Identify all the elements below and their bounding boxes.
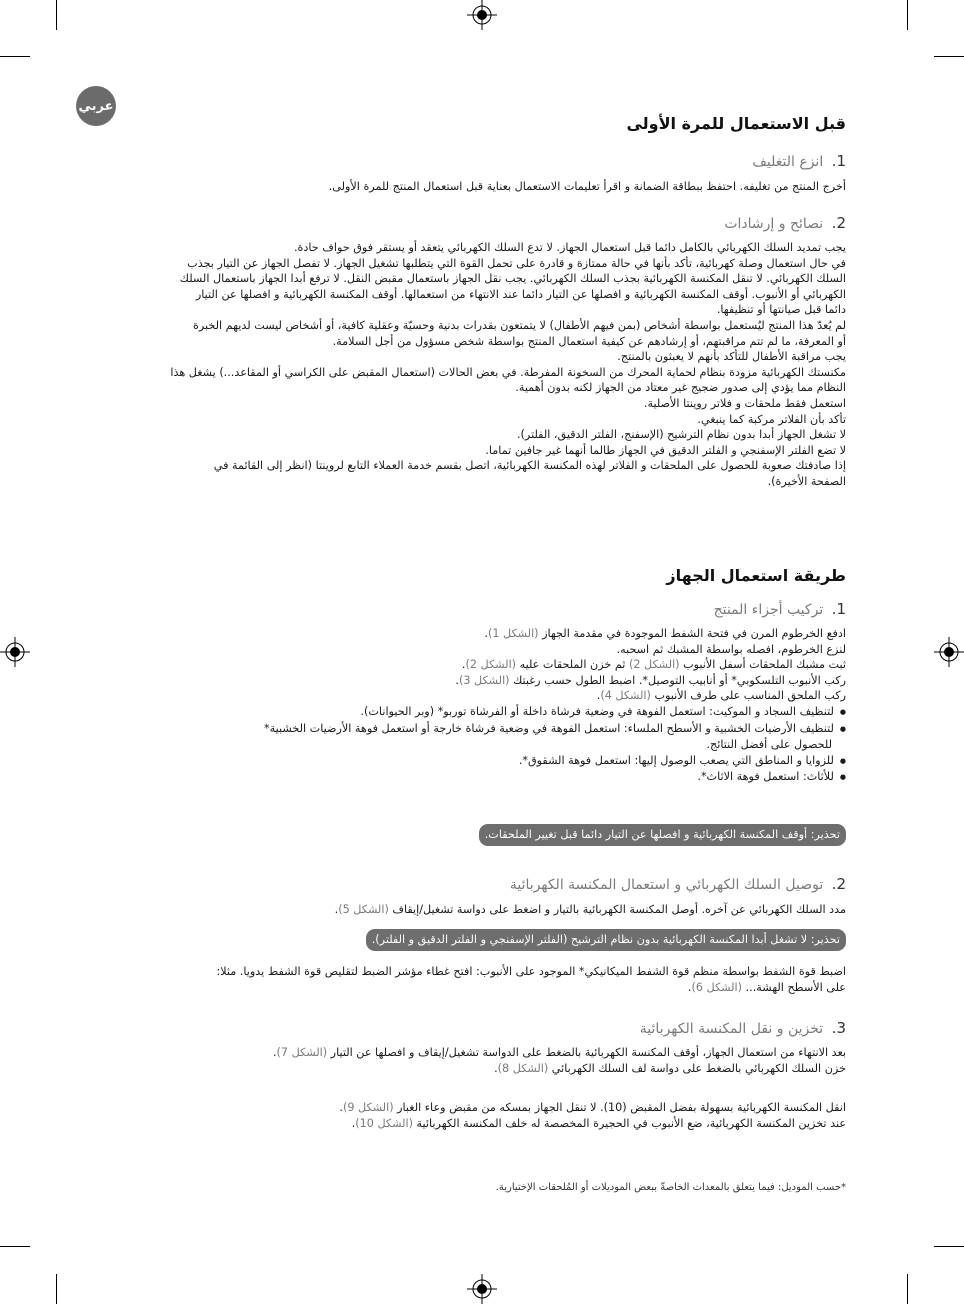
text-line: أخرج المنتج من تغليفه. احتفظ ببطاقة الضمانة و اقرأ تعليمات الاستعمال بعناية قبل استعمال المنتج للمرة الأولى. — [328, 180, 846, 193]
line-end: . — [461, 658, 466, 672]
subsection-number: 1. — [831, 600, 846, 618]
line-text: ركب الملحق المناسب على طرف الأنبوب — [650, 689, 846, 703]
text-line — [100, 1061, 846, 1077]
figure-reference: (الشكل 5) — [338, 903, 389, 916]
text-line: في حال استعمال وصلة كهربائية، تأكد بأنها في حالة ممتازة و قادرة على تحمل القوة التي يتطلبها تشغيل الجهاز. لا تفصل الجهاز عن التيار بجذب — [187, 256, 846, 270]
subsection-number: 3. — [831, 1019, 846, 1037]
registration-mark-icon — [467, 0, 497, 30]
line-text: على الأسطح الهشة... — [742, 980, 846, 994]
subsection-title: توصيل السلك الكهربائي و استعمال المكنسة الكهربائية — [509, 877, 824, 893]
text-line — [100, 1116, 846, 1132]
text-line — [100, 642, 846, 658]
line-text: ركب الأنبوب التلسكوبي* أو أنابيب التوصيل*. اضبط الطول حسب رغبتك — [509, 673, 846, 687]
paragraph — [100, 1100, 846, 1131]
text-line: يجب تمديد السلك الكهربائي بالكامل دائما قبل استعمال الجهاز. لا تدع السلك الكهربائي يتعقد أو يستقر فوق حواف حادة. — [294, 241, 846, 254]
text-line — [100, 980, 846, 996]
text-line: للحصول على أفضل النتائج. — [706, 738, 832, 752]
line-end: . — [484, 627, 488, 640]
warning-banner: تحذير: أوقف المكنسة الكهربائية و افصلها عن التيار دائما قبل تغيير الملحقات. — [479, 824, 846, 846]
figure-reference: (الشكل 3) — [458, 673, 510, 687]
paragraph — [100, 626, 846, 786]
bullet-item: ● للأثاث: استعمل فوهة الاثاث*. — [100, 769, 846, 786]
text-line: مكنستك الكهربائية مزودة بنظام لحماية المحرك من السخونة المفرطة. في بعض الحالات (استعمال المقبض على الكراسي أو المقاعد...) يشغل هذا — [170, 365, 846, 379]
line-end: . — [687, 980, 692, 994]
subsection-title: تركيب أجزاء المنتج — [713, 602, 824, 618]
text-line: اضبط قوة الشفط بواسطة منظم قوة الشفط الميكانيكي* الموجود على الأنبوب: افتح غطاء مؤشر الضبط لتقليص قوة الشفط يدويا. مثلا: — [216, 965, 846, 978]
text-line: لا تضع الفلتر الإسفنجي و الفلتر الدقيق في الجهاز طالما أنهما غير جافين تماما. — [485, 443, 846, 457]
text-line: يجب مراقبة الأطفال للتأكد بأنهم لا يعبثون بالمنتج. — [617, 350, 846, 364]
section-title-how-to-use: طريقة استعمال الجهاز — [666, 566, 846, 585]
paragraph — [100, 902, 846, 918]
line-text: لنزع الخرطوم، افصله بواسطة المشبك ثم اسحبه. — [616, 642, 846, 656]
subsection-number: 2. — [831, 214, 846, 232]
registration-mark-icon — [467, 1274, 497, 1304]
subsection-title: تخزين و نقل المكنسة الكهربائية — [639, 1021, 824, 1037]
line-text: انقل المكنسة الكهربائية بسهولة بفضل المقبض (10). لا تنقل الجهاز بمسكه من مقبض وعاء الغبار — [393, 1101, 846, 1114]
figure-reference: (الشكل 8) — [497, 1061, 549, 1075]
line-end: . — [455, 673, 459, 687]
line-end: . — [351, 1116, 356, 1130]
footnote: *حسب الموديل: فيما يتعلق بالمعدات الخاصةّ ببعض الموديلات أو المُلحقات الإختيارية. — [495, 1182, 846, 1193]
line-text: ثبت مشبك الملحقات أسفل الأنبوب — [679, 658, 846, 672]
text-line: لم يُعدّ هذا المنتج ليُستعمل بواسطة أشخاص (بمن فيهم الأطفال) لا يتمتعون بقدرات بدنية وحسيّة وعقلية كافية، أو أشخاص ليست لديهم الخبرة — [192, 318, 846, 332]
figure-reference: (الشكل 6) — [691, 980, 743, 994]
text-line — [100, 673, 846, 689]
subsection-heading — [640, 1019, 846, 1037]
crop-mark — [934, 1246, 964, 1247]
text-line: الكهربائي أو الأنبوب. أوقف المكنسة الكهربائية و افصلها عن التيار دائما عند الانتهاء من استعمالها. أوقف المكنسة الكهربائية و افصلها عن التيار — [195, 287, 846, 301]
line-text: عند تخزين المكنسة الكهربائية، ضع الأنبوب في الحجيرة المخصصة له خلف المكنسة الكهربائية — [412, 1116, 846, 1130]
crop-mark — [907, 0, 908, 30]
paragraph — [100, 179, 846, 195]
crop-mark — [0, 56, 30, 57]
line-end: ثم خزن الملحقات عليه — [516, 658, 629, 672]
figure-reference: (الشكل 1) — [487, 627, 539, 640]
line-text: خزن السلك الكهربائي بالضغط على دواسة لف السلك الكهربائي — [548, 1061, 846, 1075]
paragraph — [100, 1045, 846, 1076]
text-line: لا تشغل الجهاز أبدا بدون نظام الترشيح (الإسفنج، الفلتر الدقيق، الفلتر). — [516, 428, 846, 442]
subsection-title: نصائح و إرشادات — [724, 216, 824, 232]
text-line — [100, 688, 846, 704]
subsection-title: انزع التغليف — [752, 154, 824, 170]
bullet-item: ● لتنظيف الأرضيات الخشبية و الأسطح الملساء: استعمل الفوهة في وضعية فرشاة خارجة أو استعمل فوهة الأرضيات الخشبية* — [100, 721, 846, 738]
figure-reference: (الشكل 7) — [276, 1046, 328, 1059]
line-end: . — [494, 1061, 498, 1075]
figure-reference: (الشكل 4) — [600, 689, 651, 703]
text-line — [100, 1100, 846, 1116]
text-line — [100, 657, 846, 673]
bullet-item: ● لتنظيف السجاد و الموكيت: استعمل الفوهة في وضعية فرشاة داخلة أو الفرشاة توربو* (وبر الحيوانات). — [100, 704, 846, 721]
text-line: أو المعرفة، ما لم تتم مراقبتهم، أو إرشادهم عن كيفية استعمال المنتج بواسطة شخص مسؤول من أجل السلامة. — [332, 334, 846, 348]
line-text: بعد الانتهاء من استعمال الجهاز، أوقف المكنسة الكهربائية بالضغط على الدواسة تشغيل/إيقاف و افصلها عن التيار — [327, 1046, 846, 1059]
crop-mark — [934, 56, 964, 57]
text-line: تأكد بأن الفلاتر مركبة كما ينبغي. — [697, 412, 846, 426]
subsection-heading — [714, 600, 846, 618]
text-line — [100, 902, 846, 918]
figure-reference: (الشكل 2) — [465, 658, 517, 672]
warning-banner: تحذير: لا تشغل أبدا المكنسة الكهربائية بدون نظام الترشيح (الفلتر الإسفنجي و الفلتر الدقيق و الفلتر). — [366, 929, 846, 951]
text-line: استعمل فقط ملحقات و فلاتر روينتا الأصلية. — [643, 396, 846, 410]
text-line — [100, 626, 846, 642]
registration-mark-icon — [0, 637, 30, 667]
bullet-item: ● للزوايا و المناطق التي يصعب الوصول إليها: استعمل فوهة الشقوق*. — [100, 753, 846, 770]
figure-reference: (الشكل 10) — [355, 1116, 413, 1130]
language-badge: عربي — [76, 86, 116, 126]
text-line: إذا صادفتك صعوبة للحصول على الملحقات و الفلاتر لهذه المكنسة الكهربائية، اتصل بقسم خدمة العملاء التابع لروينتا (انظر إلى القائمة في — [213, 459, 846, 473]
text-line — [100, 1045, 846, 1061]
line-end: . — [596, 689, 601, 703]
text-line: النظام مما يؤدي إلى صدور ضجيج غير معتاد من الجهاز لكنه بدون أهمية. — [515, 381, 846, 395]
text-line: الصفحة الأخيرة). — [767, 474, 846, 488]
line-text: مدد السلك الكهربائي عن آخره. أوصل المكنسة الكهربائية بالتيار و اضغط على دواسة تشغيل/إيقاف — [388, 903, 846, 916]
crop-mark — [907, 1274, 908, 1304]
text-line: السلك الكهربائي. لا تنقل المكنسة الكهربائية بجذب السلك الكهربائي. يجب نقل الجهاز باستعمال مقبض النقل. لا ترفع أبدا الجهاز باستعمال السلك — [179, 272, 846, 286]
crop-mark — [0, 1246, 30, 1247]
paragraph — [100, 964, 846, 995]
text-line: دائما قبل صيانتها أو تنظيفها. — [716, 303, 846, 317]
line-end: . — [334, 903, 339, 916]
registration-mark-icon — [934, 637, 964, 667]
paragraph — [100, 240, 846, 490]
figure-reference: (الشكل 2) — [628, 658, 680, 672]
line-end: . — [339, 1101, 343, 1114]
subsection-number: 1. — [831, 152, 846, 170]
figure-reference: (الشكل 9) — [342, 1101, 394, 1114]
subsection-heading — [724, 214, 846, 232]
line-text: ادفع الخرطوم المرن في فتحة الشفط الموجودة في مقدمة الجهاز — [538, 627, 846, 640]
subsection-number: 2. — [831, 875, 846, 893]
crop-mark — [56, 0, 57, 30]
crop-mark — [56, 1274, 57, 1304]
subsection-heading — [510, 875, 846, 893]
section-title-before-first-use: قبل الاستعمال للمرة الأولى — [626, 114, 846, 133]
subsection-heading — [752, 152, 846, 170]
line-end: . — [272, 1046, 277, 1059]
